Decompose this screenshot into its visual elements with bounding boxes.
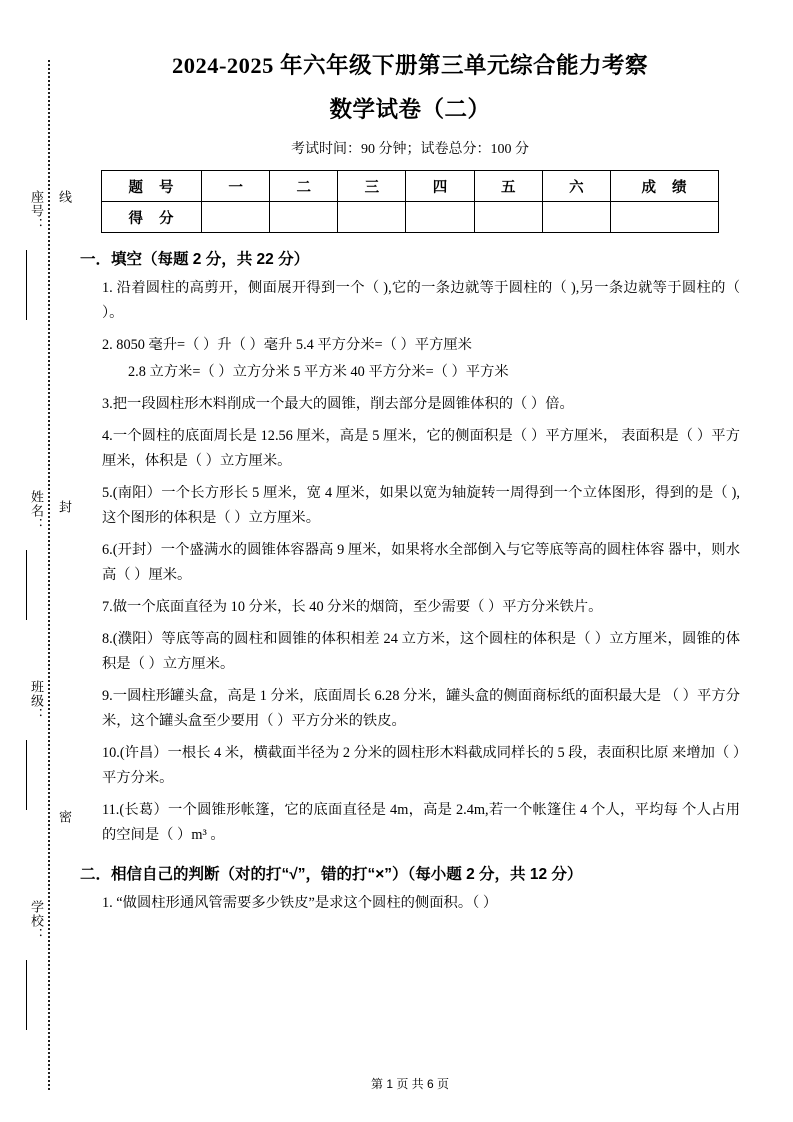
- seal-label-school: 学校：: [29, 900, 44, 942]
- seal-strip: [18, 60, 78, 1090]
- score-table-header-cell: 五: [474, 171, 542, 202]
- score-table-header-cell: 三: [338, 171, 406, 202]
- question-1-2: 2. 8050 毫升=（ ）升（ ）毫升 5.4 平方分米=（ ）平方厘米: [102, 337, 472, 353]
- score-table-header-cell: 成 绩: [611, 171, 719, 202]
- score-input-cell[interactable]: [611, 202, 719, 233]
- question-1-8: 8.(濮阳）等底等高的圆柱和圆锥的体积相差 24 立方米，这个圆柱的体积是（ ）立方厘米，圆锥的体积是（ ）立方厘米。: [102, 631, 740, 672]
- seal-underline-class: [26, 740, 27, 810]
- section-heading-fill-blank: 一．填空（每题 2 分，共 22 分）: [80, 251, 310, 268]
- seal-dotted-line: [48, 60, 50, 1090]
- question-1-1: 1. 沿着圆柱的高剪开，侧面展开得到一个（ ),它的一条边就等于圆柱的（ ),另一条边就等于圆柱的（ ）。: [102, 280, 740, 321]
- seal-word-feng: 封: [57, 500, 72, 515]
- question-1-3: 3.把一段圆柱形木料削成一个最大的圆锥，削去部分是圆锥体积的（ ）倍。: [102, 396, 574, 412]
- question-2-1: 1. “做圆柱形通风管需要多少铁皮”是求这个圆柱的侧面积。（ ）: [102, 895, 498, 911]
- score-input-cell[interactable]: [406, 202, 474, 233]
- seal-underline-school: [26, 960, 27, 1030]
- score-input-cell[interactable]: [474, 202, 542, 233]
- page-title-line2: 数学试卷（二）: [329, 97, 491, 122]
- seal-label-name: 姓名：: [29, 490, 44, 532]
- page-footer: 第 1 页 共 6 页: [370, 1077, 450, 1091]
- score-table-header-cell: 题 号: [102, 171, 202, 202]
- question-1-7: 7.做一个底面直径为 10 分米，长 40 分米的烟筒，至少需要（ ）平方分米铁片。: [102, 599, 603, 615]
- score-input-cell[interactable]: [338, 202, 406, 233]
- score-table-label-cell: 得 分: [102, 202, 202, 233]
- question-1-9: 9.一圆柱形罐头盒，高是 1 分米，底面周长 6.28 分米，罐头盒的侧面商标纸的面积最大是 （ ）平方分米，这个罐头盒至少要用（ ）平方分米的铁皮。: [102, 688, 740, 729]
- score-input-cell[interactable]: [202, 202, 270, 233]
- score-table-header-cell: 六: [542, 171, 610, 202]
- question-1-10: 10.(许昌）一根长 4 米，横截面半径为 2 分米的圆柱形木料截成同样长的 5 段，表面积比原 来增加（ ）平方分米。: [102, 745, 740, 786]
- score-table: [101, 170, 719, 233]
- question-1-5: 5.(南阳）一个长方形长 5 厘米，宽 4 厘米，如果以宽为轴旋转一周得到一个立体图形，得到的是（ ),这个图形的体积是（ ）立方厘米。: [102, 485, 740, 526]
- seal-word-line: 线: [57, 190, 72, 205]
- seal-underline-name: [26, 550, 27, 620]
- question-1-2b: 2.8 立方米=（ ）立方分米 5 平方米 40 平方分米=（ ）平方米: [128, 364, 509, 380]
- score-table-header-cell: 二: [270, 171, 338, 202]
- section-heading-true-false: 二．相信自己的判断（对的打“√”，错的打“×”）（每小题 2 分，共 12 分）: [80, 866, 583, 883]
- seal-label-class: 班级：: [29, 680, 44, 722]
- seal-underline-seat: [26, 250, 27, 320]
- seal-label-seat: 座号：: [29, 190, 44, 232]
- question-1-6: 6.(开封）一个盛满水的圆锥体容器高 9 厘米，如果将水全部倒入与它等底等高的圆柱体容 器中，则水高（ ）厘米。: [102, 542, 740, 583]
- seal-word-mi: 密: [57, 810, 72, 825]
- score-table-header-cell: 四: [406, 171, 474, 202]
- exam-paper: [80, 0, 740, 1122]
- table-row: [102, 202, 719, 233]
- page-title-line1: 2024-2025 年六年级下册第三单元综合能力考察: [171, 53, 649, 78]
- question-1-4: 4.一个圆柱的底面周长是 12.56 厘米，高是 5 厘米，它的侧面积是（ ）平方厘米， 表面积是（ ）平方厘米，体积是（ ）立方厘米。: [102, 428, 740, 469]
- exam-subtitle: 考试时间：90 分钟；试卷总分：100 分: [291, 142, 529, 157]
- table-row: [102, 171, 719, 202]
- score-input-cell[interactable]: [270, 202, 338, 233]
- score-table-header-cell: 一: [202, 171, 270, 202]
- score-input-cell[interactable]: [542, 202, 610, 233]
- question-1-11: 11.(长葛）一个圆锥形帐篷，它的底面直径是 4m，高是 2.4m,若一个帐篷住 4 个人，平均每 个人占用的空间是（ ）m³ 。: [102, 802, 740, 843]
